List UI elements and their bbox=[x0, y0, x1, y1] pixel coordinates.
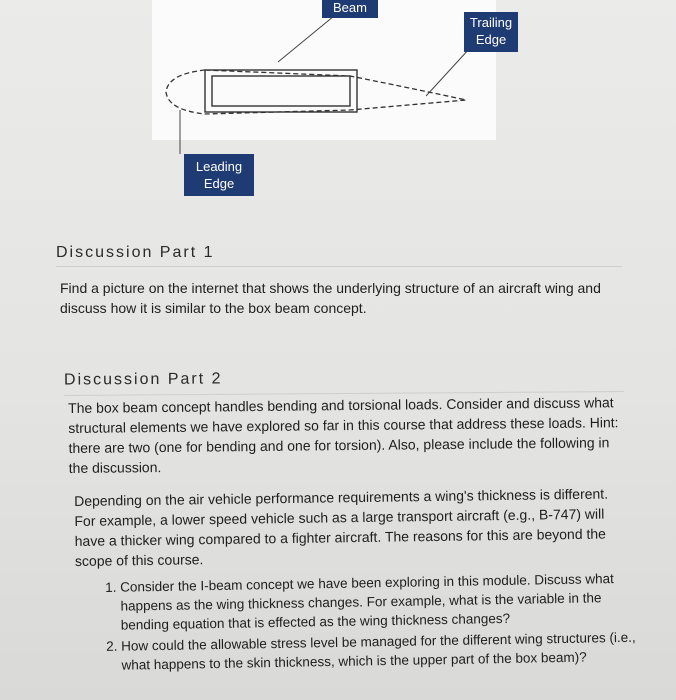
list-item: 1. Consider the I-beam concept we have been exploring in this module. Discuss what happens as the wing thickness changes. For example, what is the variable in the bending equation that is effected as the wing thickness changes? bbox=[120, 569, 641, 635]
list-item: 2. How could the allowable stress level be managed for the different wing structures (i.e., what happens to the skin thickness, which is the upper part of the box beam)? bbox=[121, 628, 642, 675]
discussion-part-2-heading: Discussion Part 2 bbox=[63, 370, 223, 389]
trailing-edge-leader-line bbox=[426, 48, 470, 96]
discussion-part-1-heading: Discussion Part 1 bbox=[56, 244, 215, 261]
section-divider bbox=[56, 266, 622, 267]
trailing-edge-label: Trailing Edge bbox=[464, 12, 518, 52]
beam-label: Beam bbox=[322, 0, 378, 18]
discussion-part-2-paragraph-1: The box beam concept handles bending and torsional loads. Consider and discuss what structural elements we have explored so far in this course that address these loads. Hint: there are two (one for bending and one for torsion). Also, please include the following in the discussion. bbox=[68, 394, 619, 476]
discussion-questions-list bbox=[102, 569, 642, 677]
discussion-part-1-text: Find a picture on the internet that shows the underlying structure of an aircraft wing and discuss how it is similar to the box beam concept. bbox=[60, 280, 601, 316]
leading-edge-label: Leading Edge bbox=[184, 154, 254, 196]
discussion-part-2-paragraph-2: Depending on the air vehicle performance requirements a wing's thickness is different. For example, a lower speed vehicle such as a large transport aircraft (e.g., B-747) will have a thicker wing compared to a fighter aircraft. The reasons for this are beyond the scope of this course. bbox=[74, 485, 609, 569]
box-beam-inner bbox=[212, 76, 350, 106]
beam-leader-line bbox=[278, 16, 334, 62]
